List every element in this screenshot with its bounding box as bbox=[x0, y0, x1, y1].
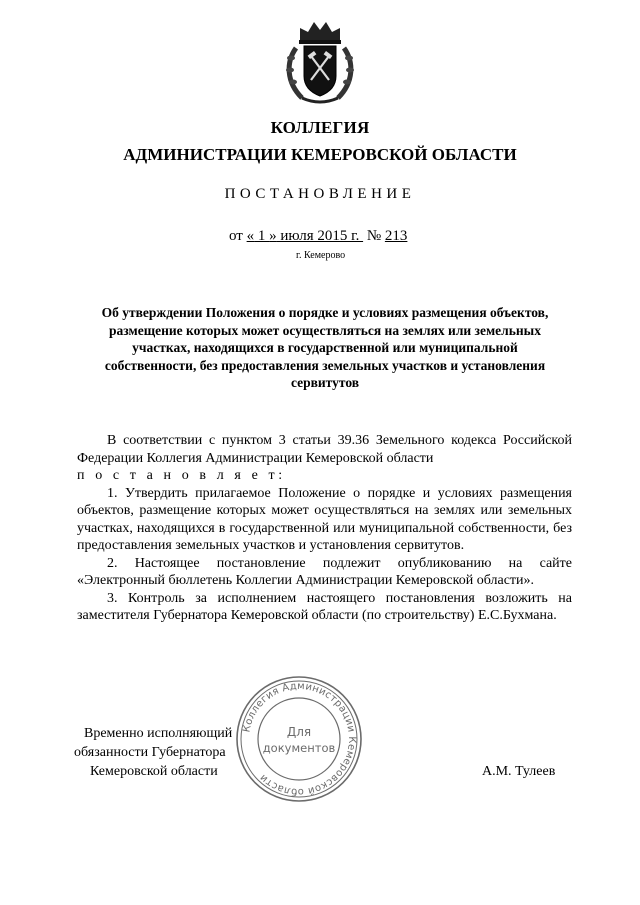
stamp-ring-text: Коллегия Администрации Кемеровской области bbox=[241, 680, 358, 798]
item-3: 3. Контроль за исполнением настоящего постановления возложить на заместителя Губернатора Кемеровской области (по строительству) Е.С.Бухмана. bbox=[77, 590, 572, 623]
date-line bbox=[229, 228, 407, 245]
signer-name: А.М. Тулеев bbox=[482, 764, 556, 779]
stamp-center-line2: документов bbox=[262, 741, 336, 755]
item-2: 2. Настоящее постановление подлежит опубликованию на сайте «Электронный бюллетень Коллегии Администрации Кемеровской области». bbox=[77, 555, 572, 588]
org-name-line2: АДМИНИСТРАЦИИ КЕМЕРОВСКОЙ ОБЛАСТИ bbox=[123, 145, 517, 164]
date-close-quote: » bbox=[269, 228, 277, 244]
signer-title-line2: обязанности Губернатора bbox=[74, 745, 226, 760]
kemerovo-coat-of-arms-icon bbox=[284, 18, 356, 106]
official-stamp bbox=[234, 674, 364, 804]
document-type: ПОСТАНОВЛЕНИЕ bbox=[224, 186, 416, 202]
number-sign: № bbox=[366, 228, 382, 244]
document-number: 213 bbox=[384, 228, 408, 244]
date-prefix: от bbox=[229, 228, 243, 244]
date-month-year: июля 2015 г. bbox=[276, 228, 364, 244]
signer-title-line1: Временно исполняющий bbox=[84, 726, 233, 741]
org-name-line1: КОЛЛЕГИЯ bbox=[270, 118, 370, 137]
intro-paragraph: В соответствии с пунктом 3 статьи 39.36 Земельного кодекса Российской Федерации Коллегия Администрации Кемеровской области bbox=[77, 433, 572, 466]
stamp-center-line1: Для bbox=[286, 725, 312, 739]
date-day: 1 bbox=[254, 228, 270, 244]
document-title: Об утверждении Положения о порядке и условиях размещения объектов, размещение которых может осуществляться на землях или земельных участках, находящихся в государственной или муниципальной собственности, без предоставления земельных участков и установления сервитутов bbox=[101, 305, 549, 391]
resolves-line: п о с т а н о в л я е т: bbox=[77, 468, 286, 483]
document-body bbox=[77, 432, 572, 625]
item-1: 1. Утвердить прилагаемое Положение о порядке и условиях размещения объектов, размещение которых может осуществляться на землях или земельных участках, находящихся в государственной или муниципальной собственности, без предоставления земельных участков и установления сервитутов. bbox=[77, 485, 572, 553]
signer-title-line3: Кемеровской области bbox=[90, 764, 218, 779]
date-open-quote: « bbox=[246, 228, 255, 244]
city: г. Кемерово bbox=[296, 250, 346, 261]
